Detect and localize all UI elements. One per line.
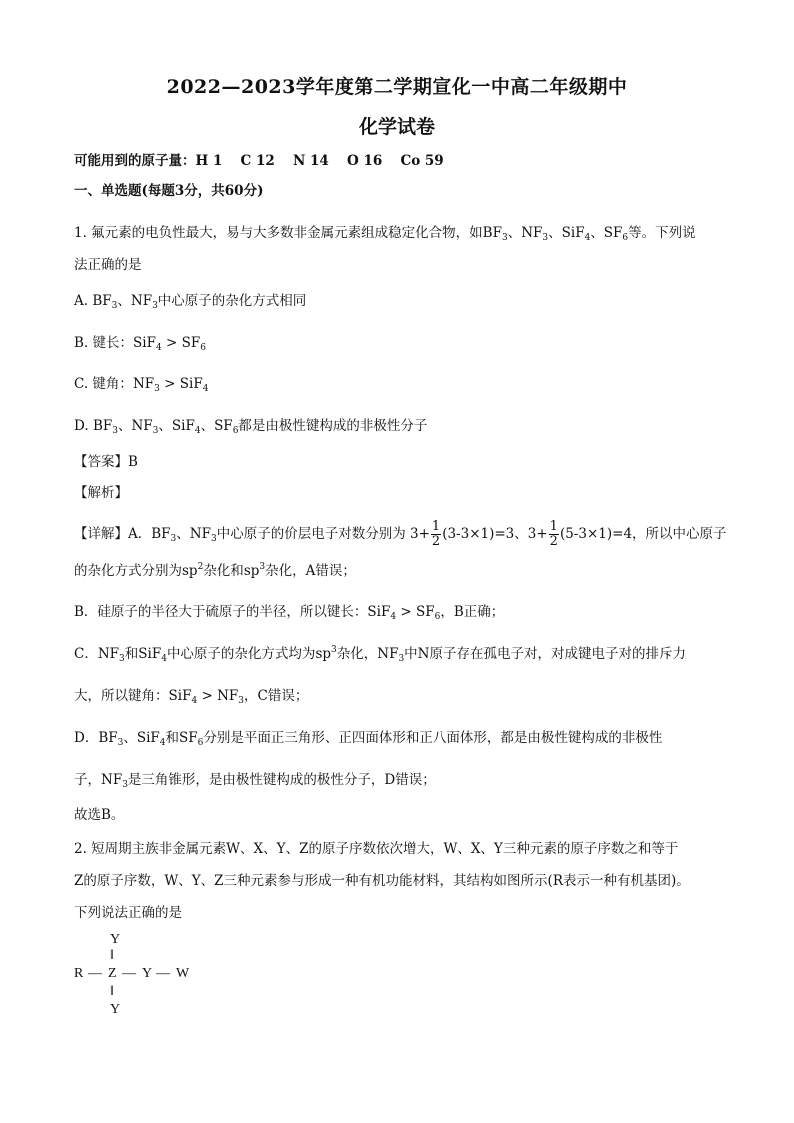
q1-detail-d: D．$BF_3$、SiF$_4$和$SF_6$分别是平面正三角形、正四面体形和正八面体形，都是由极性键构成的非极性 <box>74 730 663 748</box>
atom-y-bottom: Y <box>110 1002 121 1017</box>
fraction-one-half: $\frac{1}{2}$ <box>549 519 558 549</box>
double-bond-top: ‖ <box>110 948 114 963</box>
atom-r: R <box>74 966 84 981</box>
fraction-one-half: $\frac{1}{2}$ <box>431 519 441 549</box>
q1-conclusion: 故选B。 <box>74 807 125 823</box>
q1-detail-d2: 子，$NF_3$是三角锥形，是由极性键构成的极性分子，D错误； <box>74 772 436 790</box>
section-heading: 一、单选题(每题3分，共60分) <box>74 183 264 199</box>
q1-stem-line1: 1. 氟元素的电负性最大，易与大多数非金属元素组成稳定化合物，如$BF_3$、$NF_3$、SiF$_4$、$SF_6$等。下列说 <box>74 225 696 243</box>
exam-title: 2022—2023学年度第二学期宣化一中高二年级期中 <box>166 76 628 98</box>
atom-w: W <box>176 966 190 981</box>
q1-option-a: A. $BF_3$、$NF_3$中心原子的杂化方式相同 <box>74 293 307 311</box>
q1-option-c: C. 键角：$NF_3 > SiF_4$ <box>74 376 209 394</box>
q2-stem-line3: 下列说法正确的是 <box>74 905 182 921</box>
q2-stem-line2: Z的原子序数，W、Y、Z三种元素参与形成一种有机功能材料，其结构如图所示(R表示一种有机基团)。 <box>74 873 690 889</box>
bond-r-z: — <box>88 966 102 981</box>
atom-y-right: Y <box>142 966 153 981</box>
q1-detail-a2: 的杂化方式分别为$sp^2$杂化和$sp^3$杂化，A错误； <box>74 562 356 579</box>
bond-y-w: — <box>156 966 170 981</box>
bond-z-y: — <box>122 966 136 981</box>
q1-option-b: B. 键长：$SiF_4 > SF_6$ <box>74 335 206 353</box>
atom-z: Z <box>108 966 117 981</box>
q1-detail-a: 【详解】A．$BF_3$、$NF_3$中心原子的价层电子对数分别为 3+ $\frac{1}{2}$ (3-3×1)=3、3+ $\frac{1}{2}$ (5-3×1)=4，所以中心原子 <box>74 519 727 549</box>
q1-option-d: D. $BF_3$、$NF_3$、SiF$_4$、$SF_6$都是由极性键构成的非极性分子 <box>74 418 428 436</box>
q1-detail-c: C．$NF_3$和SiF$_4$中心原子的杂化方式均为$sp^3$杂化，$NF_3$中N原子存在孤电子对，对成键电子对的排斥力 <box>74 645 686 664</box>
atom-y-top: Y <box>110 932 121 947</box>
q1-detail-b: B．硅原子的半径大于硫原子的半径，所以键长：$SiF_4 > SF_6$，B正确； <box>74 604 505 622</box>
double-bond-bottom: ‖ <box>110 984 114 999</box>
q2-stem-line1: 2. 短周期主族非金属元素W、X、Y、Z的原子序数依次增大，W、X、Y三种元素的原子序数之和等于 <box>74 841 679 857</box>
atomic-masses: 可能用到的原子量：H 1 C 12 N 14 O 16 Co 59 <box>74 153 444 169</box>
exam-subtitle: 化学试卷 <box>358 116 435 138</box>
q1-answer: 【答案】B <box>74 454 138 470</box>
q1-stem-line2: 法正确的是 <box>74 257 142 273</box>
q1-detail-c2: 大，所以键角：$SiF_4 > NF_3$，C错误； <box>74 688 309 706</box>
structure-diagram <box>72 930 212 1020</box>
q1-analysis-tag: 【解析】 <box>74 485 128 501</box>
